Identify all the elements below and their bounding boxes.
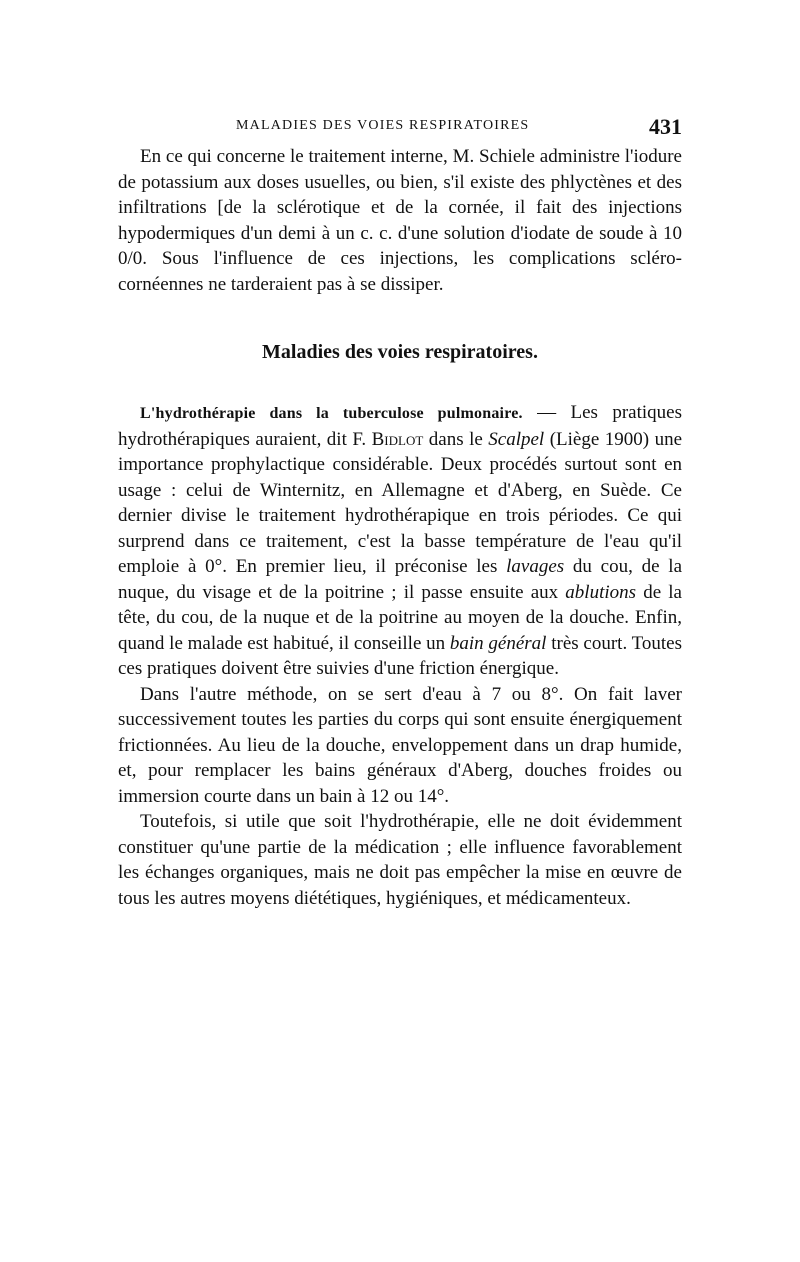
paragraph-conclusion: Toutefois, si utile que soit l'hydrothérapie, elle ne doit évidemment constituer qu'une partie de la médication ; elle influence favorablement les échanges organiques, mais ne doit pas empêcher la mise en œuvre de tous les autres moyens diététiques, hygiéniques, et médicamenteux. [118,811,682,909]
article-text-3: (Liège 1900) une importance prophylactique considérable. Deux procédés surtout sont en usage : celui de Winternitz, en Allemagne et d'Aberg, en Suède. Ce dernier divise le traitement hydrothérapique en trois périodes. Ce qui surprend dans ce traitement, c'est la basse température de l'eau qu'il emploie à 0°. En premier lieu, il préconise les [118,428,682,577]
article-text-2: dans le [423,428,489,450]
paragraph-other-method: Dans l'autre méthode, on se sert d'eau à 7 ou 8°. On fait laver successivement toutes les parties du corps qui sont ensuite énergiquement frictionnées. Au lieu de la douche, enveloppement dans un drap humide, et, pour remplacer les bains généraux d'Aberg, douches froides ou immersion courte dans un bain à 12 ou 14°. [118,683,682,807]
body-text [118,144,682,911]
term-bain-general: bain général [449,632,547,654]
running-header [118,114,682,138]
paragraph-treatment: En ce qui concerne le traitement interne, M. Schiele administre l'iodure de potassium aux doses usuelles, ou bien, s'il existe des phlyctènes et des infiltrations [de la sclérotique et de la cornée, il fait des injections hypodermiques d'un demi à un c. c. d'une solution d'iodate de soude à 10 0/0. Sous l'influence de ces injections, les complications scléro-cornéennes ne tarderaient pas à se dissiper. [118,146,682,295]
article-title: L'hydrothérapie dans la tuberculose pulmonaire. [140,405,523,422]
journal-name: Scalpel [488,428,545,450]
article-text-6: très court. Toutes ces pratiques doivent être suivies d'une friction énergique. [118,632,682,679]
paragraph-hydrotherapy [118,400,682,682]
section-heading: Maladies des voies respiratoires. [262,341,538,363]
article-text-4: du cou, de la nuque, du visage et de la poitrine ; il passe ensuite aux [118,556,682,603]
page-number: 431 [649,114,682,139]
term-lavages: lavages [506,556,565,577]
article-text-5: de la tête, du cou, de la nuque et de la poitrine au moyen de la douche. Enfin, quand le malade est habitué, il conseille un [118,581,682,654]
article-text-1: — Les pratiques hydrothérapiques auraient, dit F. [118,402,682,450]
author-name: Bidlot [371,428,424,450]
running-title: MALADIES DES VOIES RESPIRATOIRES [236,118,530,133]
term-ablutions: ablutions [565,581,637,603]
